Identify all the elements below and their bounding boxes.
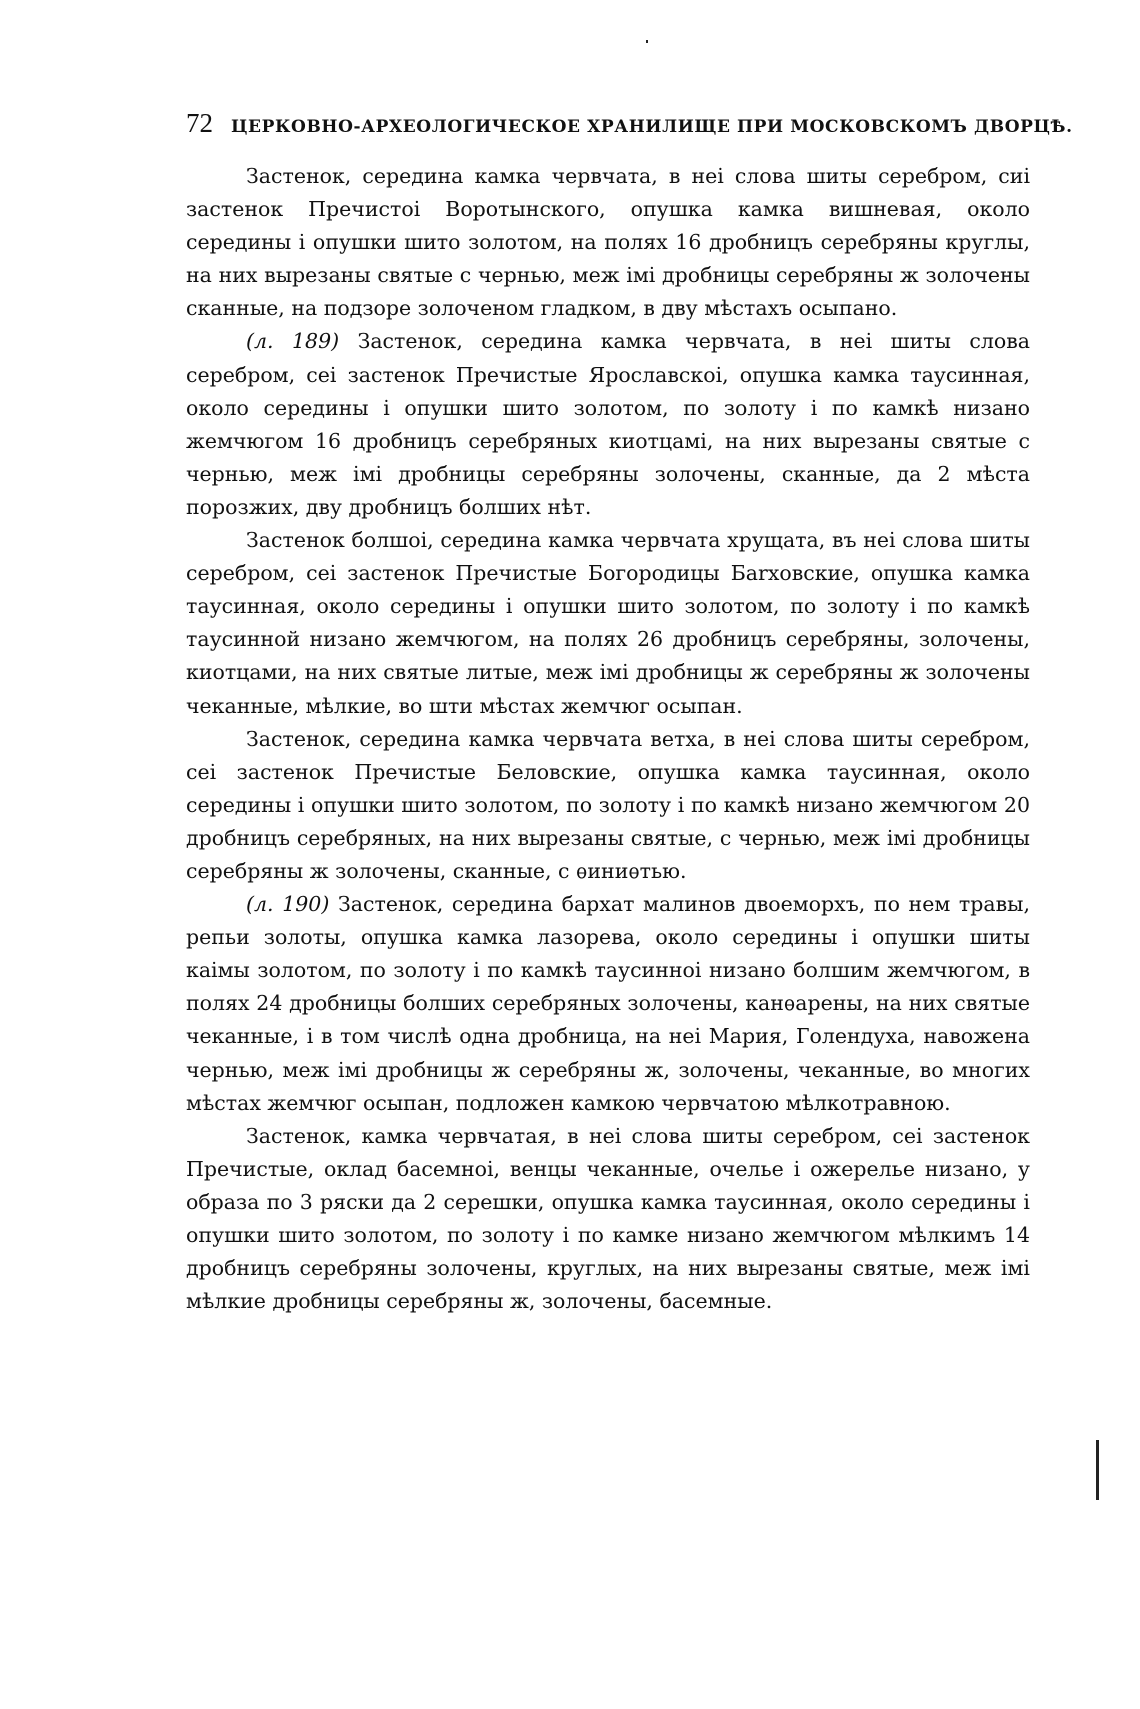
paragraph-text: Застенок, камка червчатая, в неі слова шиты серебром, сеі застенок Пречистые, оклад басемноі, венцы чеканные, очелье і ожерелье низано, у образа по 3 ряски да 2 серешки, опушка камка таусинная, около середины і опушки шито золотом, по золоту і по камке низано жемчюгом мѣлкимъ 14 дробницъ серебряны золочены, круглых, на них вырезаны святые, меж імі мѣлкие дробницы серебряны ж, золочены, басемные.	[186, 1123, 1030, 1314]
scan-artifact	[646, 40, 648, 43]
paragraph	[186, 888, 1030, 1120]
body-text	[186, 160, 1030, 1318]
paragraph-text: Застенок, середина камка червчата, в неі слова шиты серебром, сиі застенок Пречистоі Воротынского, опушка камка вишневая, около середины і опушки шито золотом, на полях 16 дробницъ серебряны круглы, на них вырезаны святые с чернью, меж імі дробницы серебряны ж золочены сканные, на подзоре золоченом гладком, в дву мѣстахъ осыпано.	[186, 164, 1030, 321]
paragraph-text: Застенок, середина камка червчата, в неі шиты слова серебром, сеі застенок Пречистые Ярославскоі, опушка камка таусинная, около середины і опушки шито золотом, по золоту і по камкѣ низано жемчюгом 16 дробницъ серебряных киотцамі, на них вырезаны святые с чернью, меж імі дробницы серебряны золочены, сканные, да 2 мѣста порозжих, дву дробницъ болших нѣт.	[186, 329, 1030, 519]
folio-reference: (л. 190)	[246, 892, 330, 917]
paragraph	[186, 723, 1030, 888]
scan-artifact	[1096, 1440, 1099, 1500]
page-number: 72	[186, 108, 213, 138]
folio-reference: (л. 189)	[246, 329, 340, 354]
paragraph-text: Застенок, середина бархат малинов двоеморхъ, по нем травы, репьи золоты, опушка камка лазорева, около середины і опушки шиты каімы золотом, по золоту і по камкѣ таусинноі низано болшим жемчюгом, в полях 24 дробницы болших серебряных золочены, канѳарены, на них святые чеканные, і в том числѣ одна дробница, на неі Мария, Голендуха, навожена чернью, меж імі дробницы ж серебряны ж, золочены, чеканные, во многих мѣстах жемчюг осыпан, подложен камкою червчатою мѣлкотравною.	[186, 892, 1030, 1115]
paragraph	[186, 160, 1030, 325]
running-title: ЦЕРКОВНО-АРХЕОЛОГИЧЕСКОЕ ХРАНИЛИЩЕ ПРИ МОСКОВСКОМЪ ДВОРЦѢ.	[231, 117, 1073, 137]
page-header	[186, 108, 1073, 139]
paragraph	[186, 1120, 1030, 1319]
paragraph	[186, 325, 1030, 524]
paragraph	[186, 524, 1030, 723]
paragraph-text: Застенок, середина камка червчата ветха, в неі слова шиты серебром, сеі застенок Пречистые Беловские, опушка камка таусинная, около середины і опушки шито золотом, по золоту і по камкѣ низано жемчюгом 20 дробницъ серебряных, на них вырезаны святые, с чернью, меж імі дробницы серебряны ж золочены, сканные, с ѳиниѳтью.	[186, 726, 1030, 883]
paragraph-text: Застенок болшоі, середина камка червчата хрущата, въ неі слова шиты серебром, сеі застенок Пречистые Богородицы Бarховские, опушка камка таусинная, около середины і опушки шито золотом, по золоту і по камкѣ таусинной низано жемчюгом, на полях 26 дробницъ серебряны, золочены, киотцами, на них святые литые, меж імі дробницы ж серебряны ж золочены чеканные, мѣлкие, во шти мѣстах жемчюг осыпан.	[186, 528, 1030, 718]
